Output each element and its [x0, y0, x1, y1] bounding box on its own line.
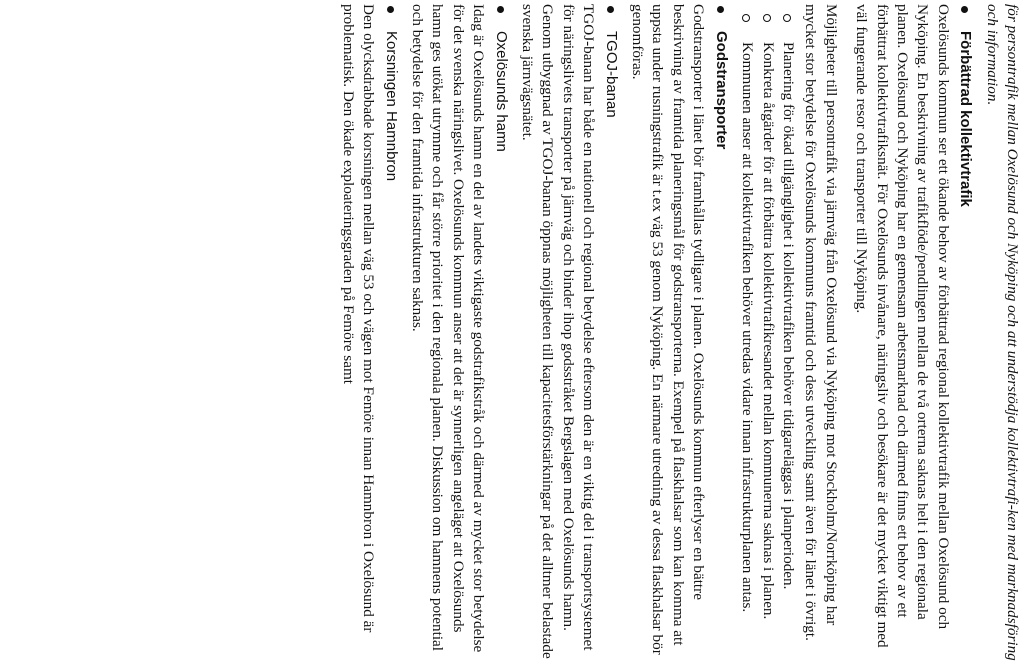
bullet-icon [607, 6, 614, 13]
sub-list-kollektivtrafik [737, 4, 798, 664]
paragraph-tgoj-banan: TGOJ-banan har både en nationell och regional betydelse eftersom den är en viktig del i transportsystemet för näringslivets transporter på järnväg och binder ihop godsstråket Bergslagen med Oxelösunds hamn. Genom utbyggnad av TGOJ-banan öppnas möjligheten till kapacitetsförstärkningar på det alltmer belastade svenska järnvägsnätet. [519, 4, 598, 659]
heading-text: Förbättrad kollektivtrafik [957, 31, 975, 207]
bullet-icon [717, 6, 724, 13]
sub-list-item [737, 4, 757, 664]
heading-text: Korsningen Hamnbron [382, 31, 400, 182]
sub-item-text: Planering för ökad tillgänglighet i kollektivtrafiken behöver tidigareläggas i planperioden. [779, 42, 797, 590]
section-heading-godstransporter [710, 4, 730, 664]
intro-paragraph: för persontrafik mellan Oxelösund och Nyköping och att understödja kollektivtrafi-ken med marknadsföring och information. [983, 4, 1021, 661]
heading-text: Godstransporter [712, 31, 730, 150]
section-heading-korsningen-hamnbron [380, 4, 400, 664]
circle-bullet-icon [742, 14, 750, 22]
bullet-icon [961, 6, 968, 13]
bullet-icon [497, 6, 504, 13]
paragraph-kollektivtrafik: Oxelösunds kommun ser ett ökande behov av förbättrad regional kollektivtrafik mellan Oxelösund och Nyköping. En beskrivning av trafikflöde/pendlingen mellan de två orterna saknas helt i den regionala planen. Oxelösund och Nyköping har en gemensam arbetsmarknad och därmed finns ett behov av ett förbättrat kollektivtrafiksnät. För Oxelösunds invånare, näringsliv och besökare är det mycket viktigt med väl fungerande resor och transporter till Nyköping. [853, 4, 952, 648]
paragraph-godstransporter: Godstransporter i länet bör framhållas tydligare i planen. Oxelösunds kommun efterlyser en bättre beskrivning av framtida planeringsmål för godstransporterna. Exempel på flaskhalsar som kan komma att uppsta under rusningstrafik är t.ex väg 53 genom Nyköping. En närmare utredning av dessa flaskhalsar bör genomföras. [629, 4, 708, 655]
sub-list-item [757, 4, 777, 664]
paragraph-persontrafik-jarnvag: Möjligheter till persontrafik via järnväg från Oxelösund via Nyköping mot Stockholm/Norrköping har mycket stor betydelse för Oxelösunds kommuns framtid och dess utveckling samt även för länet i övrigt. [802, 4, 840, 641]
circle-bullet-icon [783, 14, 791, 22]
heading-text: Oxelösunds hamn [492, 31, 510, 152]
bullet-icon [387, 6, 394, 13]
sub-item-text: Konkreta åtgärder för att förbättra kollektivtrafikresandet mellan kommunerna saknas i planen. [759, 42, 777, 620]
section-heading-oxelosunds-hamn [490, 4, 510, 664]
sub-list-item [778, 4, 798, 664]
paragraph-oxelosunds-hamn: Idag är Oxelösunds hamn en del av landets viktigaste godstrafikstråk och därmed av mycket stor betydelse för det svenska näringslivet. Oxelösunds kommun anser att det är synnerligen angeläget att Oxelösunds hamn ges utökat utrymme och får större prioritet i den regionala planen. Diskussion om hamnens potential och betydelse för den framtida infrastrukturen saknas. [409, 4, 488, 653]
section-heading-tgoj-banan [600, 4, 620, 664]
circle-bullet-icon [763, 14, 771, 22]
section-heading-kollektivtrafik [955, 4, 975, 664]
document-body [337, 4, 1022, 664]
sub-item-text: Kommunen anser att kollektivtrafiken behöver utredas vidare innan infrastrukturplanen antas. [739, 42, 757, 613]
paragraph-korsningen-hamnbron: Den olycksdrabbade korsningen mellan väg 53 och vägen mot Femöre innan Hamnbron i Oxelösund är problematisk. Den ökade exploateringsgraden på Femöre samt [339, 4, 378, 633]
heading-text: TGOJ-banan [602, 31, 620, 118]
